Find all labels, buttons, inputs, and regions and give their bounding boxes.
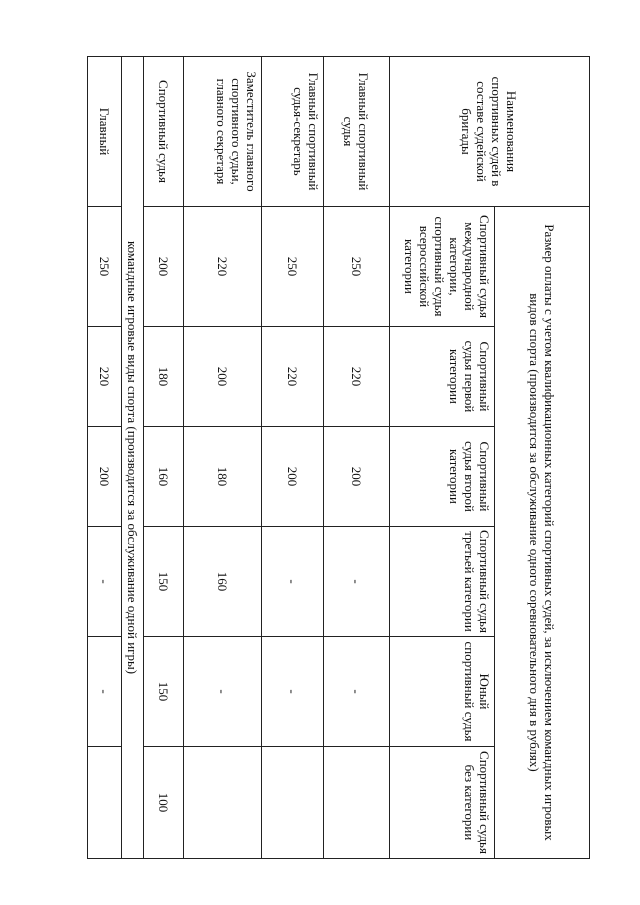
category-header-second: Спортивный судья второй категории — [390, 427, 495, 527]
table-cell: - — [262, 527, 324, 637]
table-cell: - — [88, 527, 122, 637]
header-row — [495, 57, 590, 859]
table-cell — [324, 747, 390, 859]
table-row — [184, 57, 262, 859]
table-cell: 200 — [88, 427, 122, 527]
name-header: Наименования спортивных судей в составе судейской бригады — [390, 57, 590, 207]
table-cell: 150 — [144, 527, 184, 637]
table-cell — [262, 747, 324, 859]
table-cell: 160 — [144, 427, 184, 527]
row-name: Главный спортивный судья — [324, 57, 390, 207]
table-row — [324, 57, 390, 859]
table-cell: 160 — [184, 527, 262, 637]
table-cell: 220 — [262, 327, 324, 427]
table-cell: 250 — [88, 207, 122, 327]
section-header-row — [122, 57, 144, 859]
row-name: Заместитель главного спортивного судьи, главного секретаря — [184, 57, 262, 207]
table-cell — [88, 747, 122, 859]
table-cell: 250 — [262, 207, 324, 327]
category-header-third: Спортивный судья третьей категории — [390, 527, 495, 637]
category-header-first: Спортивный судья первой категории — [390, 327, 495, 427]
table-cell: - — [324, 637, 390, 747]
table-cell: 180 — [144, 327, 184, 427]
category-header-junior: Юный спортивный судья — [390, 637, 495, 747]
table-cell: - — [184, 637, 262, 747]
table-cell: 200 — [262, 427, 324, 527]
table-cell: 220 — [324, 327, 390, 427]
category-header-none: Спортивный судья без категории — [390, 747, 495, 859]
table-cell: - — [262, 637, 324, 747]
table-cell: - — [88, 637, 122, 747]
row-name: Главный — [88, 57, 122, 207]
table-cell: 250 — [324, 207, 390, 327]
table-cell: - — [324, 527, 390, 637]
table-row — [144, 57, 184, 859]
main-header: Размер оплаты с учетом квалификационных категорий спортивных судей, за исключением командных игровых видов спорта (производится за обслуживание одного соревновательного дня в рублях) — [495, 207, 590, 859]
table-cell: 200 — [144, 207, 184, 327]
payment-rates-table — [87, 56, 590, 859]
table-cell: 220 — [88, 327, 122, 427]
table-cell: 200 — [184, 327, 262, 427]
table-cell: 200 — [324, 427, 390, 527]
table-row — [88, 57, 122, 859]
category-header-intl: Спортивный судья международной категории, спортивный судья всероссийской категории — [390, 207, 495, 327]
table-cell: 220 — [184, 207, 262, 327]
section-header: командные игровые виды спорта (производится за обслуживание одной игры) — [122, 57, 144, 859]
rotated-page — [70, 56, 590, 858]
row-name: Спортивный судья — [144, 57, 184, 207]
table-cell: 150 — [144, 637, 184, 747]
table-row — [262, 57, 324, 859]
table-cell: 180 — [184, 427, 262, 527]
table-cell — [184, 747, 262, 859]
row-name: Главный спортивный судья-секретарь — [262, 57, 324, 207]
table-cell: 100 — [144, 747, 184, 859]
